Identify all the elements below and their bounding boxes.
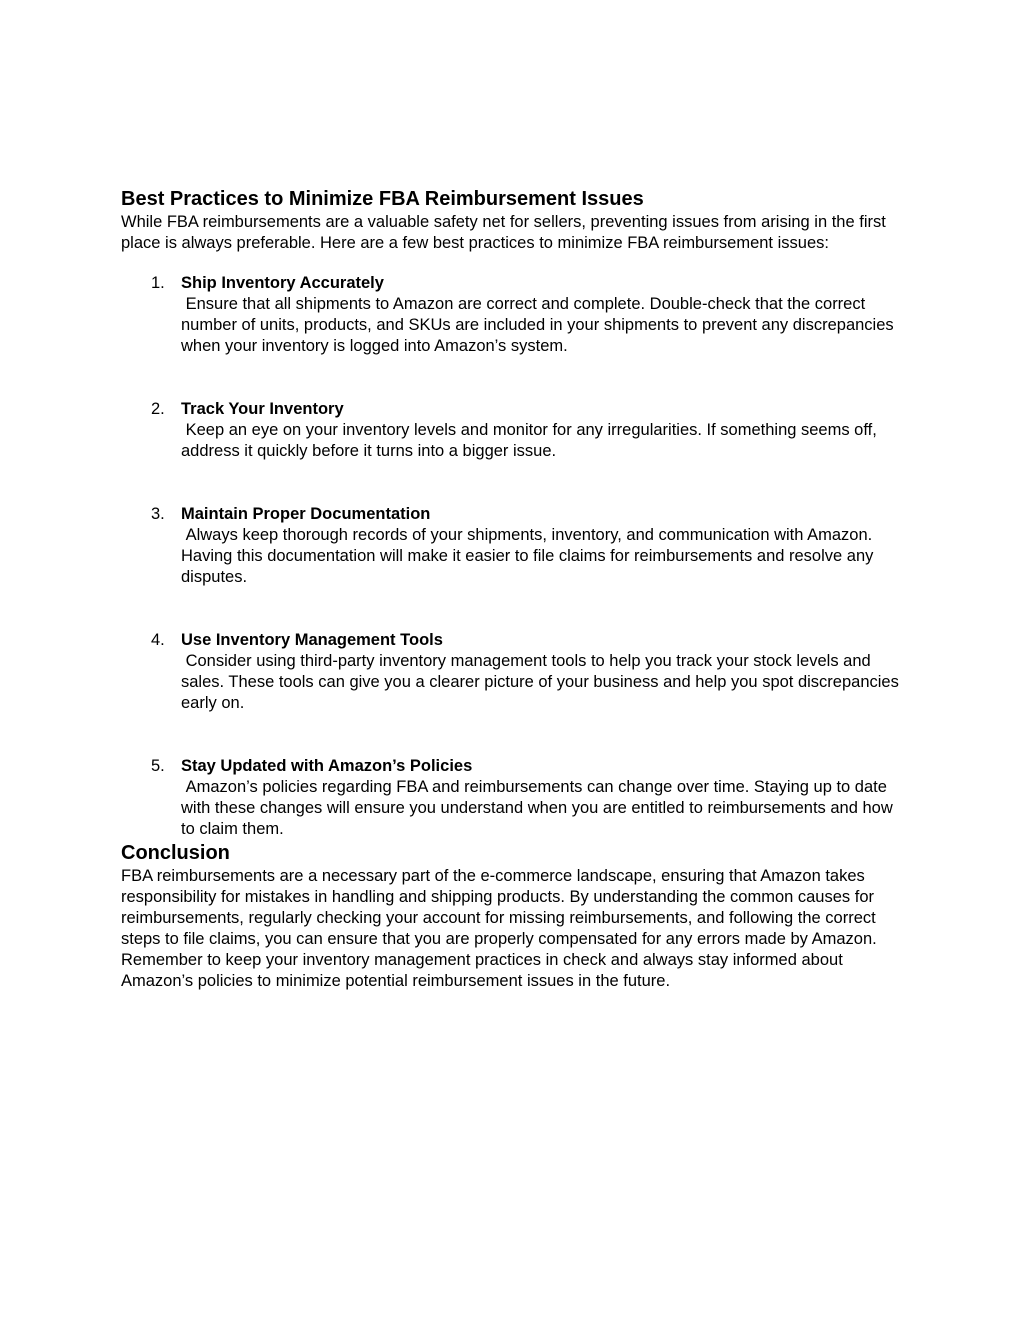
list-item-description: Amazon’s policies regarding FBA and reimbursements can change over time. Staying up to date with these changes will ensure you understand when you are entitled to reimbursements and how to claim them. [181,778,898,838]
list-item-title: Stay Updated with Amazon’s Policies [181,757,473,775]
document-page [121,186,911,992]
list-item [121,756,911,840]
list-item-title: Track Your Inventory [181,400,344,418]
list-item-title: Use Inventory Management Tools [181,631,443,649]
list-item-number: 3. [151,505,165,523]
list-item-title: Maintain Proper Documentation [181,505,431,523]
list-item-number: 1. [151,274,165,292]
list-item-number: 4. [151,631,165,649]
list-item-description: Consider using third-party inventory management tools to help you track your stock levels and sales. These tools can give you a clearer picture of your business and help you spot discrepancies early on. [181,652,904,712]
conclusion-paragraph: FBA reimbursements are a necessary part of the e-commerce landscape, ensuring that Amazon takes responsibility for mistakes in handling and shipping products. By understanding the common causes for reimbursements, regularly checking your account for missing reimbursements, and following the correct steps to file claims, you can ensure that you are properly compensated for any errors made by Amazon. Remember to keep your inventory management practices in check and always stay informed about Amazon’s policies to minimize potential reimbursement issues in the future. [121,867,877,990]
list-item-number: 2. [151,400,165,418]
list-item-number: 5. [151,757,165,775]
best-practices-list [121,273,911,840]
page-title: Best Practices to Minimize FBA Reimbursement Issues [121,188,644,210]
intro-paragraph: While FBA reimbursements are a valuable safety net for sellers, preventing issues from arising in the first place is always preferable. Here are a few best practices to minimize FBA reimbursement issues: [121,213,886,252]
list-item [121,504,911,588]
list-item-title: Ship Inventory Accurately [181,274,384,292]
list-item-description: Keep an eye on your inventory levels and monitor for any irregularities. If something seems off, address it quickly before it turns into a bigger issue. [181,421,882,460]
list-item [121,630,911,714]
list-item-description: Ensure that all shipments to Amazon are correct and complete. Double-check that the correct number of units, products, and SKUs are included in your shipments to prevent any discrepancies when your inventory is logged into Amazon’s system. [181,295,899,355]
conclusion-heading: Conclusion [121,842,230,864]
list-item [121,273,911,357]
list-item [121,399,911,462]
list-item-description: Always keep thorough records of your shipments, inventory, and communication with Amazon. Having this documentation will make it easier to file claims for reimbursements and resolve any disputes. [181,526,878,586]
